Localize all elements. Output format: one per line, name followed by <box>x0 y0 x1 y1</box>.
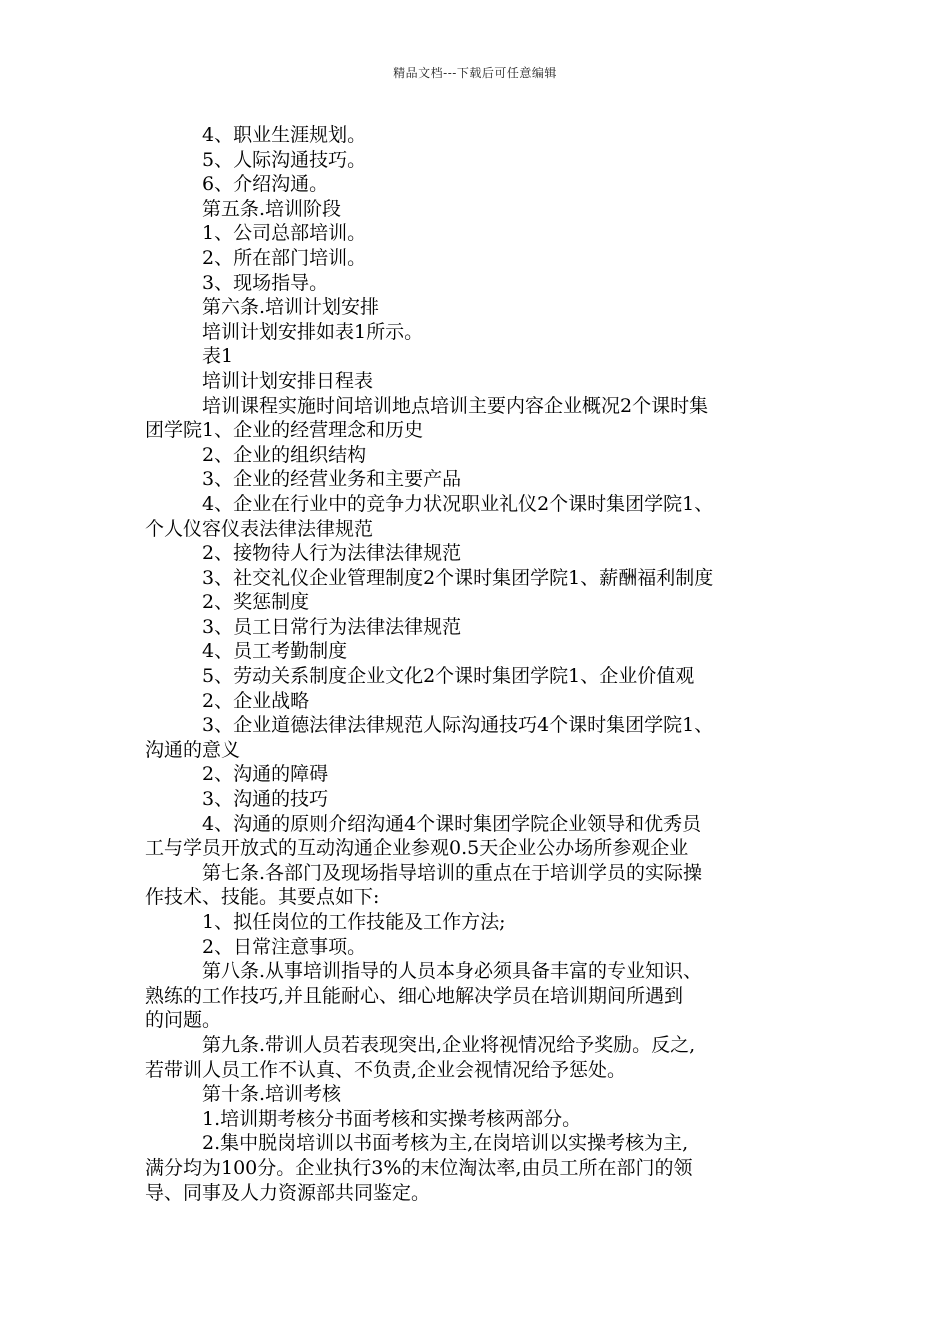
text-line: 2、接物待人行为法律法律规范 <box>202 542 462 565</box>
text-line: 5、人际沟通技巧。 <box>202 148 367 171</box>
text-line: 2、沟通的障碍 <box>202 763 329 786</box>
text-line: 熟练的工作技巧,并且能耐心、细心地解决学员在培训期间所遇到 <box>145 984 684 1007</box>
text-line: 培训计划安排日程表 <box>202 369 374 392</box>
text-line: 2、企业战略 <box>202 689 310 712</box>
text-line: 个人仪容仪表法律法律规范 <box>145 517 374 540</box>
text-line: 4、企业在行业中的竞争力状况职业礼仪2个课时集团学院1、 <box>202 492 714 515</box>
text-line: 4、职业生涯规划。 <box>202 124 367 146</box>
text-line: 2、企业的组织结构 <box>202 443 367 466</box>
text-line: 3、现场指导。 <box>202 271 329 294</box>
text-line: 3、沟通的技巧 <box>202 788 329 811</box>
text-line: 第七条.各部门及现场指导培训的重点在于培训学员的实际操 <box>202 861 703 884</box>
text-line: 第五条.培训阶段 <box>202 197 342 220</box>
page-header: 精品文档---下载后可任意编辑 <box>393 66 557 80</box>
text-line: 的问题。 <box>145 1009 222 1032</box>
text-line: 第九条.带训人员若表现突出,企业将视情况给予奖励。反之, <box>202 1033 696 1056</box>
text-line: 3、企业的经营业务和主要产品 <box>202 468 462 491</box>
text-line: 第六条.培训计划安排 <box>202 296 380 319</box>
text-line: 团学院1、企业的经营理念和历史 <box>145 419 424 442</box>
text-line: 3、员工日常行为法律法律规范 <box>202 615 462 638</box>
text-line: 2、所在部门培训。 <box>202 246 367 269</box>
text-line: 2、奖惩制度 <box>202 591 310 614</box>
text-line: 4、沟通的原则介绍沟通4个课时集团学院企业领导和优秀员 <box>202 812 702 835</box>
text-line: 若带训人员工作不认真、不负责,企业会视情况给予惩处。 <box>145 1058 627 1081</box>
text-line: 导、同事及人力资源部共同鉴定。 <box>145 1181 431 1204</box>
text-line: 2.集中脱岗培训以书面考核为主,在岗培训以实操考核为主, <box>202 1132 689 1155</box>
text-line: 第十条.培训考核 <box>202 1083 342 1106</box>
text-line: 第八条.从事培训指导的人员本身必须具备丰富的专业知识、 <box>202 960 703 983</box>
text-line: 1、拟任岗位的工作技能及工作方法; <box>202 911 506 933</box>
text-line: 工与学员开放式的互动沟通企业参观0.5天企业公办场所参观企业 <box>145 837 689 860</box>
text-line: 作技术、技能。其要点如下: <box>145 886 380 909</box>
text-line: 6、介绍沟通。 <box>202 173 329 196</box>
text-line: 5、劳动关系制度企业文化2个课时集团学院1、企业价值观 <box>202 665 695 688</box>
text-line: 沟通的意义 <box>145 738 241 761</box>
text-line: 3、社交礼仪企业管理制度2个课时集团学院1、薪酬福利制度 <box>202 566 714 589</box>
text-line: 培训课程实施时间培训地点培训主要内容企业概况2个课时集 <box>202 394 709 417</box>
text-line: 4、员工考勤制度 <box>202 640 348 663</box>
text-line: 3、企业道德法律法律规范人际沟通技巧4个课时集团学院1、 <box>202 714 714 737</box>
text-line: 1.培训期考核分书面考核和实操考核两部分。 <box>202 1107 582 1130</box>
document-body <box>145 123 815 1205</box>
text-line: 2、日常注意事项。 <box>202 935 367 958</box>
text-line: 1、公司总部培训。 <box>202 222 367 245</box>
text-line: 满分均为100分。企业执行3%的末位淘汰率,由员工所在部门的领 <box>145 1156 693 1179</box>
text-line: 表1 <box>202 345 234 368</box>
text-line: 培训计划安排如表1所示。 <box>202 320 424 343</box>
